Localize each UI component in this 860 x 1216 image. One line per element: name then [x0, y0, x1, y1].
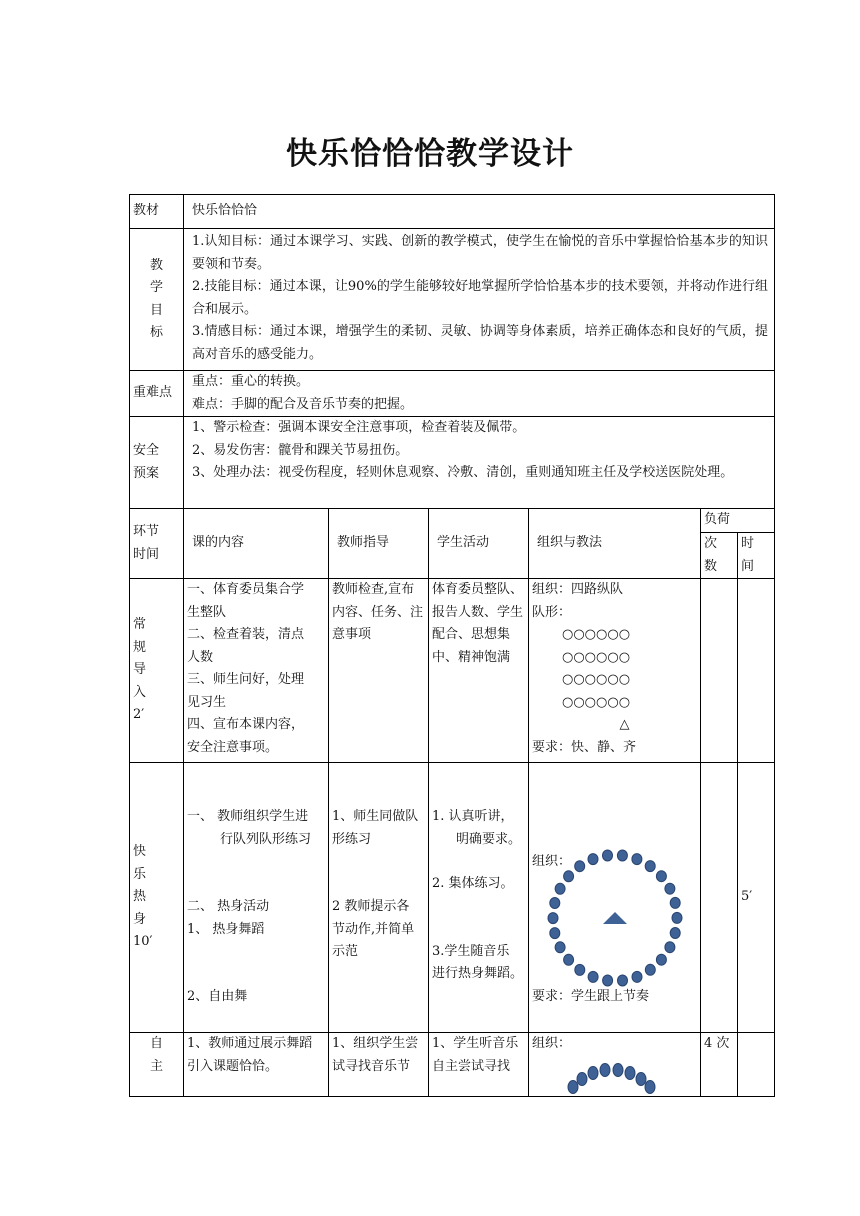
header-load: 负荷	[701, 509, 775, 533]
student-dot	[568, 1081, 578, 1094]
arc-formation	[529, 1053, 701, 1097]
lesson-plan-table	[129, 194, 775, 1097]
student-dot	[588, 854, 598, 865]
self-study-content: 1、教师通过展示舞蹈 引入课题恰恰。	[184, 1033, 329, 1097]
self-study-stage: 自 主	[130, 1033, 184, 1097]
goals-label: 教 学 目 标	[130, 229, 184, 371]
self-study-row	[130, 1033, 775, 1097]
header-stage: 环节 时间	[130, 509, 184, 579]
student-dot	[632, 971, 642, 982]
student-dot	[575, 964, 585, 975]
student-dot	[632, 854, 642, 865]
difficulty-row	[130, 371, 775, 417]
header-count: 次 数	[701, 533, 738, 579]
warmup-load-time: 5′	[738, 763, 775, 1033]
formation-row: ○○○○○○	[562, 649, 631, 665]
student-dot	[575, 861, 585, 872]
routine-requirement: 要求：快、静、齐	[532, 739, 637, 755]
self-study-student: 1、学生听音乐 自主尝试寻找	[429, 1033, 529, 1097]
student-dot	[577, 1073, 587, 1086]
header-time: 时 间	[738, 533, 775, 579]
self-study-count: 4 次	[701, 1033, 738, 1097]
routine-stage: 常 规 导 入 2′	[130, 579, 184, 763]
material-row	[130, 195, 775, 229]
student-dot	[588, 1067, 598, 1080]
student-dot	[625, 1067, 635, 1080]
safety-label: 安全 预案	[130, 417, 184, 509]
student-dot	[670, 928, 680, 939]
student-dot	[600, 1064, 610, 1077]
student-dot	[672, 912, 682, 923]
material-value: 快乐恰恰恰	[184, 195, 775, 229]
header-row	[130, 509, 775, 533]
warmup-org	[529, 763, 701, 1033]
student-dot	[617, 850, 627, 861]
self-study-org: 组织：	[529, 1033, 701, 1097]
formation-row: ○○○○○○	[562, 672, 631, 687]
student-dot	[603, 850, 613, 861]
student-dot	[665, 942, 675, 953]
header-org: 组织与教法	[529, 509, 701, 579]
goals-row	[130, 229, 775, 371]
routine-content: 一、体育委员集合学 生整队 二、检查着装，清点 人数 三、师生问好，处理 见习生 四、宣布本课内容， 安全注意事项。	[184, 579, 329, 763]
material-label: 教材	[130, 195, 184, 229]
formation-row: ○○○○○○	[562, 694, 631, 710]
student-dot	[603, 975, 613, 986]
safety-row	[130, 417, 775, 509]
routine-load-time	[738, 579, 775, 763]
goals-content	[184, 229, 775, 371]
student-dot	[588, 971, 598, 982]
goal-item: 1.认知目标：通过本课学习、实践、创新的教学模式，使学生在愉悦的音乐中掌握恰恰基本步的知识要领和节奏。	[192, 234, 769, 272]
formation-row: ○○○○○○	[562, 627, 631, 642]
warmup-student: 1. 认真听讲， 明确要求。 2. 集体练习。 3.学生随音乐 进行热身舞蹈。	[429, 763, 529, 1033]
student-dot	[550, 928, 560, 939]
page-title: 快乐恰恰恰教学设计	[286, 136, 574, 172]
self-study-time	[738, 1033, 775, 1097]
goal-item: 3.情感目标：通过本课，增强学生的柔韧、灵敏、协调等身体素质，培养正确体态和良好的气质，提高对音乐的感受能力。	[192, 324, 769, 362]
teacher-triangle	[603, 912, 627, 924]
self-study-teacher: 1、组织学生尝 试寻找音乐节	[329, 1033, 429, 1097]
routine-teacher: 教师检查,宣布 内容、任务、注 意事项	[329, 579, 429, 763]
student-dot	[555, 883, 565, 894]
routine-load-count	[701, 579, 738, 763]
warmup-content: 一、 教师组织学生进 行队列队形练习 二、 热身活动 1、 热身舞蹈 2、自由舞	[184, 763, 329, 1033]
warmup-requirement: 要求：学生跟上节奏	[532, 989, 650, 1004]
warmup-load-count	[701, 763, 738, 1033]
student-dot	[555, 942, 565, 953]
header-content: 课的内容	[184, 509, 329, 579]
routine-student: 体育委员整队、 报告人数、学生 配合、思想集 中、精神饱满	[429, 579, 529, 763]
student-dot	[564, 954, 574, 965]
warmup-teacher: 1、师生同做队 形练习 2 教师提示各 节动作,并简单 示范	[329, 763, 429, 1033]
student-dot	[548, 913, 558, 924]
safety-content: 1、警示检查：强调本课安全注意事项，检查着装及佩带。 2、易发伤害：髋骨和踝关节易扭伤。 3、处理办法：视受伤程度，轻则休息观察、冷敷、清创，重则通知班主任及学校送医院处理。	[184, 417, 775, 509]
routine-org: 组织：四路纵队 队形： ○○○○○○ ○○○○○○ ○○○○○○ ○○○○○○ △ 要求：快、静、齐	[529, 579, 701, 763]
header-student: 学生活动	[429, 509, 529, 579]
warmup-row	[130, 763, 775, 1033]
goal-item: 2.技能目标：通过本课，让90%的学生能够较好地掌握所学恰恰基本步的技术要领，并将动作进行组合和展示。	[192, 279, 769, 317]
student-dot	[665, 883, 675, 894]
warmup-org-label: 组织：	[532, 854, 572, 869]
student-dot	[645, 964, 655, 975]
warmup-stage: 快 乐 热 身 10′	[130, 763, 184, 1033]
student-dot	[645, 861, 655, 872]
student-dot	[613, 1064, 623, 1077]
header-teacher: 教师指导	[329, 509, 429, 579]
student-dot	[618, 975, 628, 986]
routine-row	[130, 579, 775, 763]
student-dot	[645, 1081, 655, 1094]
student-dot	[656, 954, 666, 965]
student-dot	[656, 871, 666, 882]
teacher-mark: △	[619, 717, 630, 732]
student-dot	[550, 898, 560, 909]
difficulty-content: 重点：重心的转换。 难点：手脚的配合及音乐节奏的把握。	[184, 371, 775, 417]
student-dot	[636, 1073, 646, 1086]
student-dot	[564, 871, 574, 882]
difficulty-label: 重难点	[130, 371, 184, 417]
student-dot	[670, 897, 680, 908]
